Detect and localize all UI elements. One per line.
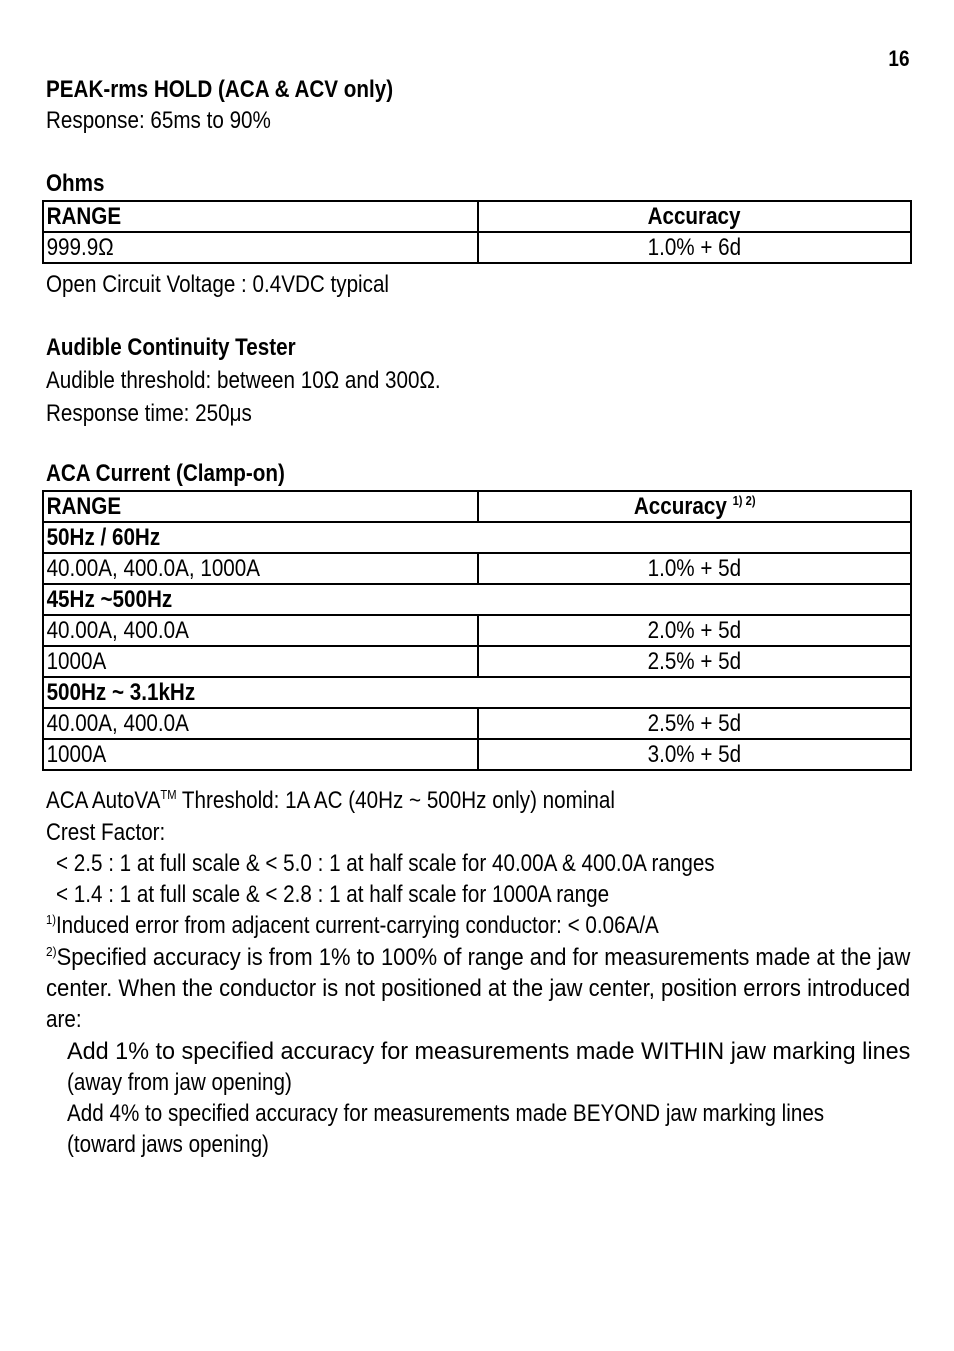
crest-factor-heading: Crest Factor: (46, 819, 166, 846)
table-header-row (43, 491, 911, 522)
aca-heading: ACA Current (Clamp-on) (46, 460, 285, 487)
table-row (43, 615, 911, 646)
group-cell (43, 584, 911, 615)
footnote-2-mark: 2) (46, 944, 57, 959)
table-row (43, 708, 911, 739)
footnote-2-line-1 (46, 944, 910, 972)
frequency-group-label: 500Hz ~ 3.1kHz (46, 678, 196, 706)
range-value: 1000A (46, 740, 107, 768)
accuracy-cell (478, 553, 911, 584)
range-value: 999.9Ω (46, 233, 114, 261)
group-cell (43, 677, 911, 708)
table-row (43, 232, 911, 263)
accuracy-value: 2.0% + 5d (647, 616, 742, 644)
accuracy-value: 1.0% + 5d (647, 554, 742, 582)
peak-hold-heading: PEAK-rms HOLD (ACA & ACV only) (46, 76, 394, 103)
range-header-cell (43, 491, 478, 522)
accuracy-header (634, 493, 756, 521)
table-row (43, 646, 911, 677)
peak-hold-response: Response: 65ms to 90% (46, 107, 271, 134)
range-header: RANGE (46, 492, 122, 520)
accuracy-cell (478, 708, 911, 739)
group-cell (43, 522, 911, 553)
trademark-mark: TM (160, 787, 177, 802)
within-jaw-line-2: (away from jaw opening) (67, 1069, 292, 1096)
accuracy-value: 1.0% + 6d (647, 233, 742, 261)
range-cell (43, 739, 478, 770)
footnote-1 (46, 912, 659, 940)
continuity-threshold: Audible threshold: between 10Ω and 300Ω. (46, 367, 441, 394)
crest-factor-line-1: < 2.5 : 1 at full scale & < 5.0 : 1 at half scale for 40.00A & 400.0A ranges (56, 850, 715, 877)
range-cell (43, 232, 478, 263)
table-header-row (43, 201, 911, 232)
range-cell (43, 553, 478, 584)
autova-text: Threshold: 1A AC (40Hz ~ 500Hz only) nominal (176, 787, 615, 814)
range-value: 1000A (46, 647, 107, 675)
accuracy-header-cell (478, 201, 911, 232)
range-cell (43, 615, 478, 646)
range-cell (43, 708, 478, 739)
accuracy-header-cell (478, 491, 911, 522)
frequency-group-label: 45Hz ~500Hz (46, 585, 173, 613)
ohms-table (42, 200, 912, 264)
within-jaw-line-1: Add 1% to specified accuracy for measurements made WITHIN jaw marking lines (67, 1038, 911, 1065)
range-value: 40.00A, 400.0A, 1000A (46, 554, 261, 582)
footnote-marks: 1) 2) (732, 492, 756, 508)
footnote-1-mark: 1) (46, 912, 56, 927)
range-header: RANGE (46, 202, 122, 230)
range-header-cell (43, 201, 478, 232)
autova-threshold-note (46, 787, 615, 815)
range-cell (43, 646, 478, 677)
autova-label: ACA AutoVA (46, 787, 161, 814)
accuracy-cell (478, 232, 911, 263)
range-value: 40.00A, 400.0A (46, 616, 189, 644)
accuracy-value: 2.5% + 5d (647, 709, 742, 737)
aca-table (42, 490, 912, 771)
accuracy-cell (478, 646, 911, 677)
accuracy-value: 3.0% + 5d (647, 740, 742, 768)
accuracy-header: Accuracy (648, 202, 741, 230)
group-row (43, 677, 911, 708)
accuracy-header-label: Accuracy (633, 492, 727, 520)
crest-factor-line-2: < 1.4 : 1 at full scale & < 2.8 : 1 at half scale for 1000A range (56, 881, 610, 908)
group-row (43, 522, 911, 553)
footnote-2-text: Specified accuracy is from 1% to 100% of range and for measurements made at the jaw (56, 944, 911, 971)
ohms-heading: Ohms (46, 170, 105, 197)
open-circuit-note: Open Circuit Voltage : 0.4VDC typical (46, 271, 390, 298)
table-row (43, 739, 911, 770)
accuracy-cell (478, 615, 911, 646)
frequency-group-label: 50Hz / 60Hz (46, 523, 161, 551)
group-row (43, 584, 911, 615)
footnote-2-line-3: are: (46, 1006, 82, 1033)
accuracy-cell (478, 739, 911, 770)
accuracy-value: 2.5% + 5d (647, 647, 742, 675)
footnote-1-text: Induced error from adjacent current-carrying conductor: < 0.06A/A (55, 912, 659, 939)
continuity-heading: Audible Continuity Tester (46, 334, 296, 361)
footnote-2-line-2: center. When the conductor is not positioned at the jaw center, position errors introduced (46, 975, 911, 1002)
page-number: 16 (887, 46, 909, 71)
beyond-jaw-line-1: Add 4% to specified accuracy for measurements made BEYOND jaw marking lines (67, 1100, 825, 1127)
beyond-jaw-line-2: (toward jaws opening) (67, 1131, 269, 1158)
table-row (43, 553, 911, 584)
range-value: 40.00A, 400.0A (46, 709, 189, 737)
continuity-response: Response time: 250μs (46, 400, 252, 427)
